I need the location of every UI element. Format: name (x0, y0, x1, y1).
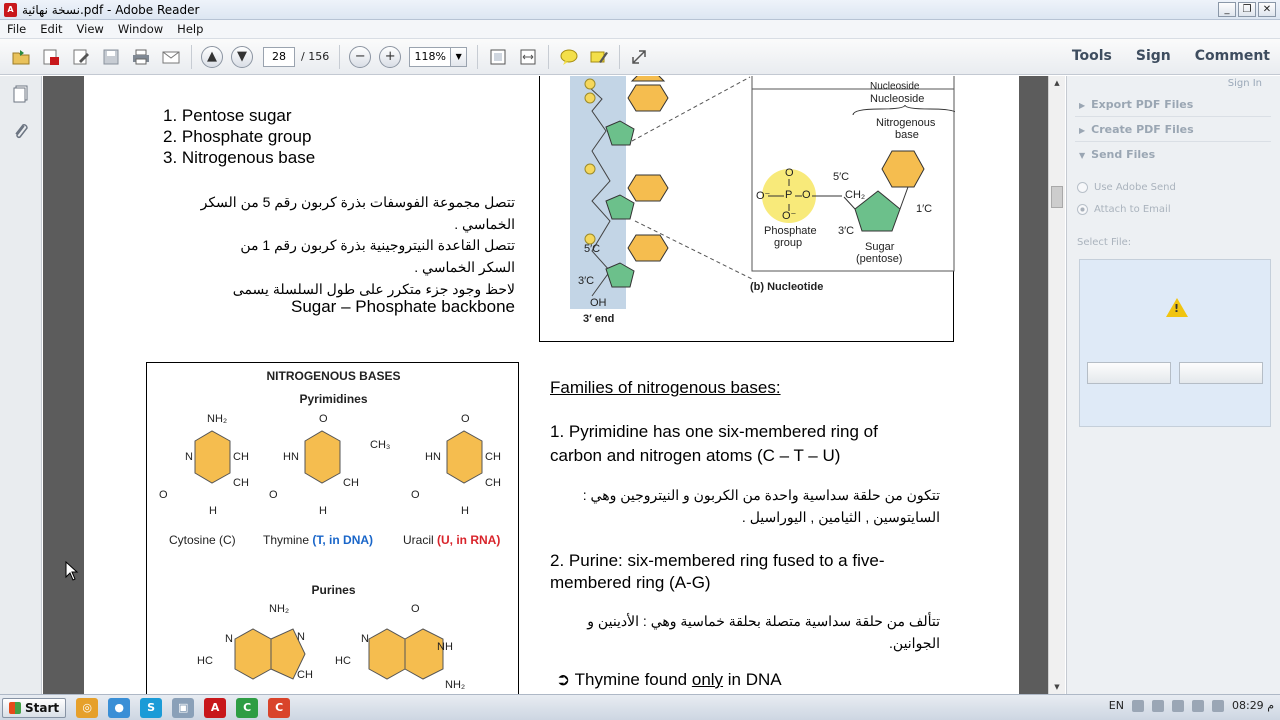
base-hexagon (628, 235, 668, 261)
window-title: نسخة نهائية.pdf - Adobe Reader (22, 2, 200, 17)
page-number-input[interactable]: 28 (263, 47, 295, 67)
base-hexagon (628, 85, 668, 111)
atom-label: CH (233, 451, 249, 463)
families-heading: Families of nitrogenous bases: (550, 378, 781, 397)
purine-line: 2. Purine: six-membered ring fused to a five- (550, 551, 885, 570)
list-item: 2. Phosphate group (163, 127, 312, 146)
toolbar-separator (191, 45, 192, 69)
pentose-label: (pentose) (856, 253, 903, 265)
tray-icon[interactable] (1152, 700, 1164, 712)
explorer-icon[interactable]: ◎ (76, 698, 98, 718)
adobe-reader-icon: A (4, 3, 17, 17)
atom-label: H (319, 505, 327, 517)
atom-label: O (461, 413, 470, 425)
create-pdf-section[interactable] (1075, 123, 1275, 136)
uracil-name: Uracil (403, 533, 438, 547)
list-item: 1. Pentose sugar (163, 106, 292, 125)
chevron-right-icon: ▶ (1079, 101, 1086, 110)
atom-label: NH (437, 641, 453, 653)
send-files-label: Send Files (1091, 148, 1156, 161)
pyrimidine-line: 1. Pyrimidine has one six-membered ring of (550, 422, 878, 441)
scroll-up-icon[interactable]: ▲ (1054, 79, 1060, 87)
one-c-label: 1′C (916, 203, 933, 215)
atom-label: N (297, 631, 305, 643)
fit-page-icon[interactable] (485, 44, 511, 70)
atom-label: N (361, 633, 369, 645)
export-pdf-section[interactable] (1075, 98, 1275, 111)
windows-logo-icon (9, 702, 21, 714)
menu-window[interactable]: Window (117, 22, 164, 36)
edit-pdf-icon[interactable] (68, 44, 94, 70)
nitrogenous-base-label-2: base (895, 129, 919, 141)
atom-label: H (209, 505, 217, 517)
tray-icon[interactable] (1172, 700, 1184, 712)
use-adobe-send-label: Use Adobe Send (1094, 182, 1176, 193)
phosphate-circle (585, 164, 595, 174)
arabic-paragraph (179, 234, 515, 300)
system-tray (1109, 699, 1274, 712)
five-c-label: 5′C (833, 171, 850, 183)
nucleoside-label-top: Nucleoside (870, 81, 920, 92)
atom-label: HC (197, 655, 213, 667)
components-list (163, 105, 315, 168)
atom-label: O (411, 603, 420, 615)
ominus-label: O⁻ (782, 210, 797, 222)
minimize-button[interactable]: _ (1218, 2, 1236, 17)
menu-help[interactable]: Help (177, 22, 204, 36)
atom-label: NH₂ (207, 413, 228, 425)
panel-divider (1075, 116, 1271, 117)
atom-label: NH₂ (445, 679, 466, 691)
phosphate-circle (585, 93, 595, 103)
radio-selected-icon (1077, 204, 1088, 215)
menu-bar (0, 20, 1280, 39)
thymine-name: Thymine (263, 533, 313, 547)
menu-file[interactable]: File (7, 22, 27, 36)
nucleoside-label: Nucleoside (870, 93, 925, 105)
purine-paragraph (550, 550, 884, 594)
use-adobe-send-option[interactable] (1077, 182, 1176, 193)
atom-label: O (269, 489, 278, 501)
start-button[interactable] (2, 698, 66, 718)
three-end-label: 3′ end (583, 313, 615, 325)
o-label: O (802, 189, 811, 201)
guanine-six-ring (405, 629, 443, 679)
scroll-down-icon[interactable]: ▼ (1054, 683, 1060, 691)
atom-label: O (411, 489, 420, 501)
create-pdf-icon[interactable] (38, 44, 64, 70)
atom-label: CH₃ (370, 439, 391, 451)
atom-label: HC (335, 655, 351, 667)
guanine-five-ring (369, 629, 405, 679)
zoom-input[interactable]: 118% (409, 47, 451, 67)
toolbar-separator (548, 45, 549, 69)
panel-button-right[interactable] (1179, 362, 1263, 384)
tray-icon[interactable] (1132, 700, 1144, 712)
comment-link[interactable]: Comment (1194, 48, 1270, 64)
base-hexagon (632, 76, 664, 81)
arabic-line: الجوانين. (889, 635, 940, 651)
strand-oh-label: OH (590, 297, 607, 309)
vertical-scrollbar[interactable] (1048, 76, 1065, 694)
fit-width-icon[interactable] (515, 44, 541, 70)
language-indicator[interactable]: EN (1108, 699, 1124, 712)
zoom-in-icon[interactable]: + (379, 46, 401, 68)
bases-title: NITROGENOUS BASES (266, 369, 401, 383)
adobe-reader-task-icon[interactable]: A (204, 698, 226, 718)
start-label: Start (25, 700, 60, 715)
create-pdf-label: Create PDF Files (1091, 123, 1194, 136)
menu-edit[interactable]: Edit (40, 22, 63, 36)
toolbar-separator (619, 45, 620, 69)
page-total: / 156 (301, 50, 330, 63)
thymine-text-post: in DNA (723, 670, 782, 689)
chrome-icon[interactable]: ● (108, 698, 130, 718)
atom-label: NH₂ (269, 603, 290, 615)
panel-button-left[interactable] (1087, 362, 1171, 384)
arabic-line: الخماسي . (454, 216, 515, 232)
zoom-out-icon[interactable]: − (349, 46, 371, 68)
strand-5c-label: 5′C (584, 243, 601, 255)
arrow-icon: ➲ (556, 670, 571, 689)
chevron-right-icon: ▶ (1079, 126, 1086, 135)
pyrimidine-paragraph (550, 420, 878, 468)
strand-3c-label: 3′C (578, 275, 595, 287)
atom-label: H (461, 505, 469, 517)
app-icon[interactable]: ▣ (172, 698, 194, 718)
backbone-term: Sugar – Phosphate backbone (290, 297, 515, 316)
volume-icon[interactable] (1212, 700, 1224, 712)
arabic-line: السكر الخماسي . (414, 259, 515, 275)
cytosine-label: Cytosine (C) (169, 533, 236, 547)
chevron-down-icon: ▼ (1079, 151, 1086, 160)
atom-label: O (319, 413, 328, 425)
atom-label: CH (485, 451, 501, 463)
atom-label: N (185, 451, 193, 463)
atom-label: CH (233, 477, 249, 489)
page-thumbnails-icon[interactable] (11, 84, 31, 104)
p-label: P (785, 189, 793, 201)
select-file-label: Select File: (1077, 237, 1132, 248)
phosphate-group-label: Phosphate (764, 225, 817, 237)
toolbar-separator (477, 45, 478, 69)
three-c-label: 3′C (838, 225, 855, 237)
skype-icon[interactable]: S (140, 698, 162, 718)
ch2-label: CH₂ (845, 189, 866, 201)
print-icon[interactable] (128, 44, 154, 70)
arabic-line: تتألف من حلقة سداسية متصلة بحلقة خماسية وهي : الأدينين و (587, 613, 940, 629)
menu-view[interactable]: View (76, 22, 104, 36)
previous-page-icon[interactable]: ▲ (201, 46, 223, 68)
nucleotide-figure (539, 76, 954, 342)
highlight-icon[interactable] (586, 44, 612, 70)
toolbar-separator (339, 45, 340, 69)
adenine-six-ring (235, 629, 271, 679)
phosphate-group-label-2: group (774, 237, 803, 249)
arabic-line: تتصل القاعدة النيتروجينية بذرة كربون رقم 1 من (240, 237, 515, 253)
network-icon[interactable] (1192, 700, 1204, 712)
arabic-line: تتصل مجموعة الفوسفات بذرة كربون رقم 5 من السكر (200, 194, 515, 210)
pyrimidine-arabic (550, 484, 940, 528)
export-pdf-label: Export PDF Files (1091, 98, 1194, 111)
thymine-ring (305, 431, 340, 483)
next-page-icon[interactable]: ▼ (231, 46, 253, 68)
tools-panel (1066, 76, 1280, 694)
file-drop-area[interactable] (1079, 259, 1271, 427)
thymine-text-only: only (691, 670, 724, 689)
atom-label: CH (343, 477, 359, 489)
scroll-thumb[interactable] (1051, 186, 1063, 208)
pyrimidines-heading: Pyrimidines (299, 392, 368, 406)
o-label: O (785, 167, 794, 179)
atom-label: CH (485, 477, 501, 489)
cytosine-ring (195, 431, 230, 483)
atom-label: O (159, 489, 168, 501)
ominus-label: O⁻ (756, 190, 771, 202)
open-icon[interactable] (8, 44, 34, 70)
nitrogenous-bases-figure (146, 362, 519, 694)
mouse-cursor-icon (65, 561, 79, 581)
purines-heading: Purines (311, 583, 356, 597)
panel-divider (1075, 141, 1271, 142)
navigation-pane (0, 76, 42, 694)
uracil-note: (U, in RNA) (437, 533, 501, 547)
attachments-icon[interactable] (11, 122, 31, 142)
thymine-note: (T, in DNA) (312, 533, 374, 547)
atom-label: CH (297, 669, 313, 681)
sugar-label: Sugar (865, 241, 895, 253)
recorder-icon[interactable]: C (268, 698, 290, 718)
expand-icon[interactable] (627, 44, 653, 70)
taskbar (0, 694, 1280, 720)
zoom-dropdown-icon[interactable]: ▼ (451, 47, 467, 67)
sign-link[interactable]: Sign (1135, 48, 1171, 64)
send-files-section[interactable] (1075, 148, 1275, 161)
document-area (43, 76, 1048, 694)
phosphate-circle (585, 79, 595, 89)
close-button[interactable]: ✕ (1258, 2, 1276, 17)
title-bar (0, 0, 1280, 20)
sign-in-link[interactable]: Sign In (1227, 78, 1262, 89)
toolbar (0, 39, 1280, 75)
arabic-line: السايتوسين , الثيامين , اليوراسيل . (741, 509, 940, 525)
camtasia-icon[interactable]: C (236, 698, 258, 718)
thymine-note-line (556, 670, 782, 690)
arabic-paragraph (179, 191, 515, 235)
arabic-line: لاحظ وجود جزء متكرر على طول السلسلة يسمى (232, 281, 515, 297)
purine-arabic (550, 610, 940, 654)
atom-label: HN (425, 451, 441, 463)
comment-icon[interactable] (556, 44, 582, 70)
warning-icon: ! (1166, 298, 1188, 317)
email-icon[interactable] (158, 44, 184, 70)
thymine-text-pre: Thymine found (574, 670, 692, 689)
maximize-button[interactable]: ❐ (1238, 2, 1256, 17)
pyrimidine-line: carbon and nitrogen atoms (C – T – U) (550, 446, 841, 465)
nitrogenous-base-label: Nitrogenous (876, 117, 936, 129)
tools-link[interactable]: Tools (1071, 48, 1112, 64)
base-hexagon (628, 175, 668, 201)
arabic-line: تتكون من حلقة سداسية واحدة من الكربون و النيتروجين وهي : (582, 487, 940, 503)
nucleotide-caption: (b) Nucleotide (750, 281, 824, 293)
radio-icon (1077, 182, 1088, 193)
save-icon[interactable] (98, 44, 124, 70)
clock[interactable]: 08:29 م (1231, 699, 1274, 712)
atom-label: HN (283, 451, 299, 463)
uracil-ring (447, 431, 482, 483)
atom-label: N (225, 633, 233, 645)
attach-to-email-label: Attach to Email (1094, 204, 1171, 215)
attach-to-email-option[interactable] (1077, 204, 1171, 215)
list-item: 3. Nitrogenous base (163, 148, 316, 167)
pdf-page (84, 76, 1019, 694)
thymine-label (263, 533, 373, 547)
purine-line: membered ring (A-G) (550, 573, 711, 592)
uracil-label (403, 533, 500, 547)
